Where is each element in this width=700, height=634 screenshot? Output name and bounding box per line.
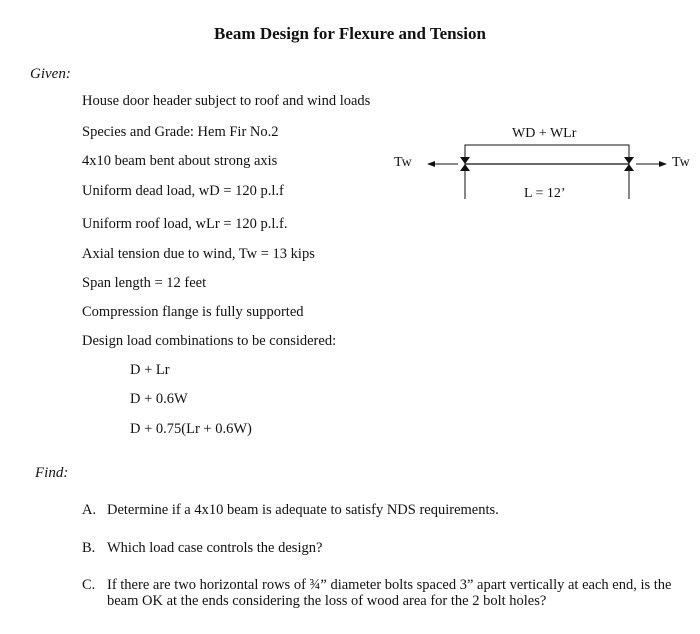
find-item-text: If there are two horizontal rows of ¾” diameter bolts spaced 3” apart vertically at each end, is the beam OK at the ends considering the loss of wood area for the 2 bolt holes?	[107, 577, 672, 609]
find-item-a	[0, 502, 700, 522]
load-label: WD + WLr	[512, 126, 577, 141]
load-combination-3: D + 0.75(Lr + 0.6W)	[130, 421, 252, 437]
find-item-letter: B.	[82, 540, 96, 556]
find-item-b	[0, 540, 700, 560]
tension-label-right: Tw	[672, 155, 690, 170]
given-item-beam: 4x10 beam bent about strong axis	[82, 153, 278, 169]
given-item-roof-load: Uniform roof load, wLr = 120 p.l.f.	[82, 216, 288, 232]
page-title: Beam Design for Flexure and Tension	[214, 24, 486, 43]
load-combination-1: D + Lr	[130, 362, 170, 378]
load-combination-2: D + 0.6W	[130, 391, 188, 407]
given-label: Given:	[30, 66, 71, 82]
given-item-description: House door header subject to roof and wind loads	[82, 93, 371, 109]
given-item-compression-flange: Compression flange is fully supported	[82, 304, 304, 320]
distributed-load-block	[465, 145, 629, 164]
find-item-c	[0, 577, 700, 617]
find-item-text: Determine if a 4x10 beam is adequate to satisfy NDS requirements.	[107, 502, 499, 518]
find-item-letter: A.	[82, 502, 97, 518]
find-item-text: Which load case controls the design?	[107, 540, 323, 556]
given-item-species: Species and Grade: Hem Fir No.2	[82, 124, 279, 140]
given-item-axial-tension: Axial tension due to wind, Tw = 13 kips	[82, 246, 315, 262]
right-support	[624, 157, 634, 199]
given-item-span: Span length = 12 feet	[82, 275, 207, 291]
span-label: L = 12’	[524, 186, 566, 201]
left-support	[460, 157, 470, 199]
find-label: Find:	[35, 465, 69, 481]
tension-label-left: Tw	[394, 155, 412, 170]
given-item-dead-load: Uniform dead load, wD = 120 p.l.f	[82, 183, 284, 199]
given-item-combinations-heading: Design load combinations to be considered:	[82, 333, 337, 349]
find-item-letter: C.	[82, 577, 96, 593]
